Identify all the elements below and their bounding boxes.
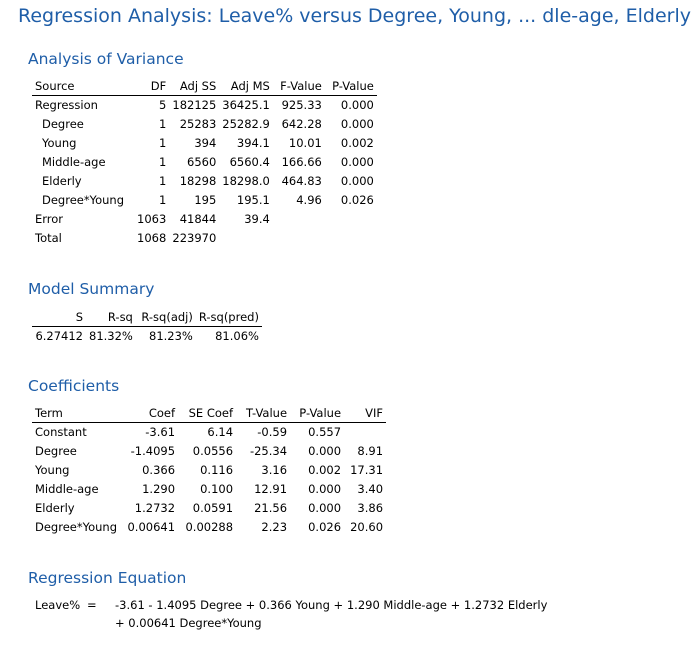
anova-adj-ms xyxy=(219,229,273,248)
anova-adj-ms: 39.4 xyxy=(244,212,270,226)
coef-se: 0.0591 xyxy=(192,501,234,515)
anova-source: Degree xyxy=(42,117,84,131)
equation-rhs-line2: + 0.00641 Degree*Young xyxy=(115,616,262,630)
anova-f-value: 464.83 xyxy=(281,174,322,188)
table-row xyxy=(32,115,377,134)
anova-adj-ss: 182125 xyxy=(172,98,217,112)
anova-source: Error xyxy=(35,212,64,226)
anova-heading: Analysis of Variance xyxy=(28,50,184,68)
coef-col-p-value: P-Value xyxy=(290,405,344,423)
anova-f-value: 925.33 xyxy=(281,98,322,112)
anova-f-value xyxy=(273,210,325,229)
anova-adj-ss: 18298 xyxy=(179,174,217,188)
summary-header-row xyxy=(32,309,262,327)
coef-col-term: Term xyxy=(32,405,120,423)
coef-value: -1.4095 xyxy=(130,444,176,458)
coef-term: Constant xyxy=(35,425,87,439)
coef-vif: 3.40 xyxy=(357,482,384,496)
coef-se: 0.116 xyxy=(200,463,234,477)
coef-t-value: -0.59 xyxy=(257,425,288,439)
anova-p-value: 0.026 xyxy=(340,193,374,207)
coef-se: 0.100 xyxy=(200,482,234,496)
coef-vif: 3.86 xyxy=(357,501,384,515)
coef-value: 0.366 xyxy=(142,463,176,477)
anova-p-value: 0.000 xyxy=(340,98,374,112)
table-row xyxy=(32,442,386,461)
coef-col-vif: VIF xyxy=(344,405,386,423)
equation-line-1 xyxy=(35,596,547,614)
model-summary-heading: Model Summary xyxy=(28,280,155,298)
anova-source: Total xyxy=(35,231,62,245)
table-row xyxy=(32,134,377,153)
coef-t-value: 3.16 xyxy=(261,463,288,477)
summary-col-rsq-adj: R-sq(adj) xyxy=(136,309,196,327)
anova-df: 1 xyxy=(158,136,167,150)
coef-value: -3.61 xyxy=(145,425,176,439)
table-row xyxy=(32,327,262,347)
anova-col-p-value: P-Value xyxy=(325,78,377,96)
coef-value: 1.2732 xyxy=(134,501,176,515)
table-row xyxy=(32,518,386,537)
anova-adj-ms: 25282.9 xyxy=(222,117,270,131)
anova-f-value: 166.66 xyxy=(281,155,322,169)
coef-value: 0.00641 xyxy=(127,520,176,534)
anova-adj-ss: 25283 xyxy=(179,117,217,131)
table-row xyxy=(32,172,377,191)
coef-header-row xyxy=(32,405,386,423)
coefficients-table xyxy=(32,405,386,537)
anova-df: 1063 xyxy=(137,212,167,226)
summary-rsq-adj-value: 81.23% xyxy=(149,329,193,343)
anova-f-value: 4.96 xyxy=(296,193,322,207)
summary-col-rsq: R-sq xyxy=(86,309,136,327)
anova-f-value: 10.01 xyxy=(288,136,322,150)
coef-p-value: 0.000 xyxy=(308,444,342,458)
coef-se: 0.0556 xyxy=(192,444,234,458)
summary-col-s: S xyxy=(32,309,86,327)
anova-adj-ms: 195.1 xyxy=(236,193,270,207)
anova-adj-ss: 195 xyxy=(194,193,217,207)
coef-t-value: 2.23 xyxy=(261,520,288,534)
table-row xyxy=(32,461,386,480)
anova-col-adj-ss: Adj SS xyxy=(169,78,219,96)
coef-vif: 20.60 xyxy=(350,520,384,534)
equation-rhs-line1: -3.61 - 1.4095 Degree + 0.366 Young + 1.290 Middle-age + 1.2732 Elderly xyxy=(115,598,548,612)
equation-lhs: Leave% xyxy=(35,598,81,612)
coef-t-value: 12.91 xyxy=(254,482,288,496)
anova-df: 1 xyxy=(158,155,167,169)
coef-p-value: 0.000 xyxy=(308,482,342,496)
model-summary-table xyxy=(32,309,262,346)
coef-se: 6.14 xyxy=(207,425,234,439)
coef-vif xyxy=(344,423,386,443)
coef-se: 0.00288 xyxy=(185,520,234,534)
anova-adj-ss: 6560 xyxy=(187,155,217,169)
equation-equals: = xyxy=(87,598,97,612)
coef-t-value: 21.56 xyxy=(254,501,288,515)
table-row xyxy=(32,499,386,518)
coef-term: Young xyxy=(35,463,70,477)
anova-source: Young xyxy=(42,136,77,150)
anova-col-adj-ms: Adj MS xyxy=(219,78,273,96)
anova-source: Regression xyxy=(35,98,98,112)
summary-col-rsq-pred: R-sq(pred) xyxy=(196,309,262,327)
summary-rsq-pred-value: 81.06% xyxy=(215,329,259,343)
anova-adj-ss: 223970 xyxy=(172,231,217,245)
coef-col-t-value: T-Value xyxy=(236,405,290,423)
anova-adj-ss: 41844 xyxy=(179,212,217,226)
anova-source: Elderly xyxy=(42,174,82,188)
coef-vif: 17.31 xyxy=(350,463,384,477)
coef-t-value: -25.34 xyxy=(249,444,288,458)
coef-p-value: 0.026 xyxy=(308,520,342,534)
anova-p-value: 0.000 xyxy=(340,155,374,169)
anova-df: 1 xyxy=(158,174,167,188)
coef-term: Middle-age xyxy=(35,482,99,496)
anova-col-source: Source xyxy=(32,78,134,96)
coef-term: Degree*Young xyxy=(35,520,118,534)
anova-adj-ms: 6560.4 xyxy=(229,155,270,169)
anova-table xyxy=(32,78,377,248)
coef-term: Elderly xyxy=(35,501,75,515)
anova-f-value xyxy=(273,229,325,248)
anova-p-value: 0.000 xyxy=(340,174,374,188)
page-title: Regression Analysis: Leave% versus Degree, Young, ... dle-age, Elderly xyxy=(18,5,691,27)
anova-col-f-value: F-Value xyxy=(273,78,325,96)
anova-col-df: DF xyxy=(134,78,169,96)
anova-adj-ss: 394 xyxy=(194,136,217,150)
coef-value: 1.290 xyxy=(142,482,176,496)
coef-p-value: 0.000 xyxy=(308,501,342,515)
table-row xyxy=(32,153,377,172)
anova-df: 1 xyxy=(158,117,167,131)
equation-line-2 xyxy=(35,614,547,632)
table-row xyxy=(32,229,377,248)
anova-adj-ms: 18298.0 xyxy=(222,174,270,188)
anova-adj-ms: 394.1 xyxy=(236,136,270,150)
coef-vif: 8.91 xyxy=(357,444,384,458)
anova-p-value xyxy=(325,229,377,248)
coef-p-value: 0.557 xyxy=(308,425,342,439)
coef-col-se-coef: SE Coef xyxy=(178,405,236,423)
anova-f-value: 642.28 xyxy=(281,117,322,131)
summary-rsq-value: 81.32% xyxy=(89,329,133,343)
anova-source: Middle-age xyxy=(42,155,106,169)
anova-p-value: 0.002 xyxy=(340,136,374,150)
anova-p-value: 0.000 xyxy=(340,117,374,131)
anova-df: 1068 xyxy=(137,231,167,245)
anova-header-row xyxy=(32,78,377,96)
table-row xyxy=(32,191,377,210)
table-row xyxy=(32,96,377,116)
regression-equation-heading: Regression Equation xyxy=(28,569,187,587)
coef-col-coef: Coef xyxy=(120,405,178,423)
anova-df: 5 xyxy=(158,98,167,112)
regression-equation xyxy=(35,596,547,632)
table-row xyxy=(32,210,377,229)
table-row xyxy=(32,423,386,443)
coef-term: Degree xyxy=(35,444,77,458)
anova-p-value xyxy=(325,210,377,229)
anova-df: 1 xyxy=(158,193,167,207)
coefficients-heading: Coefficients xyxy=(28,377,120,395)
summary-s-value: 6.27412 xyxy=(35,329,83,343)
anova-adj-ms: 36425.1 xyxy=(222,98,270,112)
anova-source: Degree*Young xyxy=(42,193,125,207)
table-row xyxy=(32,480,386,499)
coef-p-value: 0.002 xyxy=(308,463,342,477)
